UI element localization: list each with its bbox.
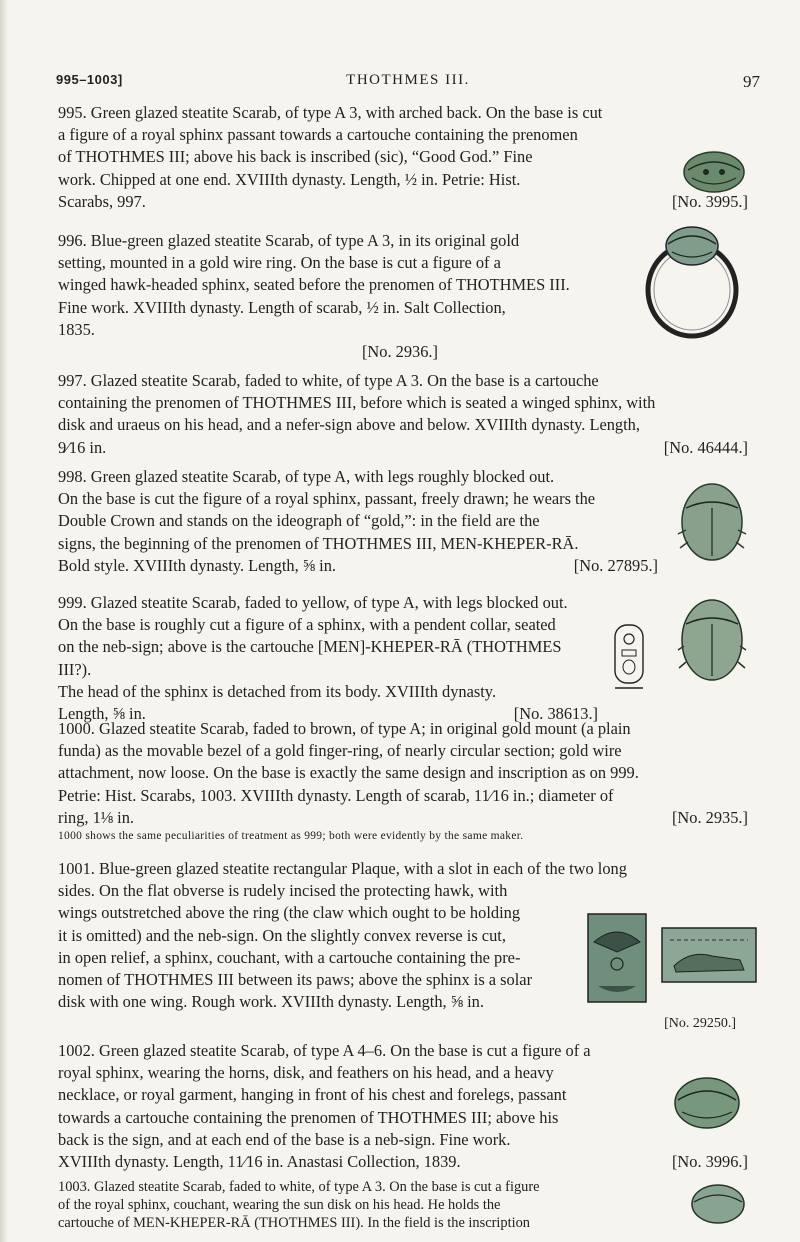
entry-range: 995–1003]: [56, 72, 123, 87]
plaque-reverse-icon: [660, 926, 758, 984]
entry-line: Petrie: Hist. Scarabs, 1003. XVIIIth dynasty. Length of scarab, 11⁄16 in.; diameter of: [58, 785, 614, 805]
entry-line: Scarabs, 997. [No. 3995.]: [58, 191, 748, 213]
entry-line: it is omitted) and the neb-sign. On the slightly convex reverse is cut,: [58, 925, 506, 945]
entry-line: of the royal sphinx, couchant, wearing the sun disk on his head. He holds the: [58, 1197, 501, 1213]
entry-line: 1002. Green glazed steatite Scarab, of type A 4–6. On the base is cut a figure of a: [58, 1041, 591, 1060]
entry-line: wings outstretched above the ring (the claw which ought to be holding: [58, 903, 521, 923]
entry-line: 1000. Glazed steatite Scarab, faded to brown, of type A; in original gold mount (a plain: [58, 719, 631, 738]
figure-1003: [690, 1182, 746, 1226]
figure-996: [642, 222, 742, 340]
catalogue-number: [No. 3996.]: [671, 1152, 748, 1172]
entry-line: Fine work. XVIIIth dynasty. Length of scarab, ½ in. Salt Collection,: [58, 297, 506, 317]
scarab-icon: [676, 478, 748, 562]
entry-line: 9⁄16 in. [No. 46444.]: [58, 437, 748, 459]
page-number: 97: [743, 72, 760, 91]
entry-line: 999. Glazed steatite Scarab, faded to yellow, of type A, with legs blocked out.: [58, 593, 568, 612]
figure-1002: [672, 1074, 742, 1132]
cartouche-icon: [612, 622, 646, 692]
entry-997: [58, 370, 748, 459]
entry-line: winged hawk-headed sphinx, seated before the prenomen of THOTHMES III.: [58, 275, 570, 295]
entry-line: 1835.: [58, 319, 95, 339]
entry-line: attachment, now loose. On the base is exactly the same design and inscription as on 999.: [58, 763, 639, 783]
scarab-icon: [672, 1074, 742, 1132]
entry-line: 998. Green glazed steatite Scarab, of type A, with legs roughly blocked out.: [58, 467, 555, 486]
catalogue-number: [No. 2936.]: [361, 342, 438, 362]
entry-line: work. Chipped at one end. XVIIIth dynasty. Length, ½ in. Petrie: Hist.: [58, 169, 521, 189]
figure-999b: [676, 596, 748, 682]
catalogue-number: [No. 38613.]: [513, 704, 598, 724]
entry-line: towards a cartouche containing the prenomen of THOTHMES III; above his: [58, 1107, 559, 1127]
entry-line: 996. Blue-green glazed steatite Scarab, of type A 3, in its original gold: [58, 231, 520, 250]
entry-line: cartouche of MEN-KHEPER-RĀ (THOTHMES III). In the field is the inscription: [58, 1215, 530, 1231]
entry-line: The head of the sphinx is detached from its body. XVIIIth dynasty.: [58, 681, 497, 701]
entry-line: 1001. Blue-green glazed steatite rectangular Plaque, with a slot in each of the two long: [58, 859, 627, 878]
entry-999: [58, 592, 658, 725]
entry-998: [58, 466, 658, 577]
entry-line: funda) as the movable bezel of a gold finger-ring, of nearly circular section; gold wire: [58, 741, 622, 761]
entry-line: in open relief, a sphinx, couchant, with a cartouche containing the pre-: [58, 947, 521, 967]
running-title: THOTHMES III.: [346, 72, 470, 88]
entry-line: sides. On the flat obverse is rudely incised the protecting hawk, with: [58, 881, 508, 901]
entry-line: XVIIIth dynasty. Length, 11⁄16 in. Anastasi Collection, 1839. [No. 3996.]: [58, 1151, 748, 1173]
figure-995: [682, 148, 746, 196]
page-edge-shadow: [0, 0, 8, 1242]
figure-1001-reverse: [660, 926, 758, 984]
entry-line: On the base is cut the figure of a royal sphinx, passant, freely drawn; he wears the: [58, 489, 596, 509]
entry-line: necklace, or royal garment, hanging in front of his chest and forelegs, passant: [58, 1085, 567, 1105]
entry-line: 1003. Glazed steatite Scarab, faded to white, of type A 3. On the base is cut a figure: [58, 1179, 540, 1195]
figure-999a: [612, 622, 646, 692]
entry-line: signs, the beginning of the prenomen of THOTHMES III, MEN-KHEPER-RĀ.: [58, 533, 579, 553]
running-header: [56, 72, 760, 94]
entry-line: of THOTHMES III; above his back is inscribed (sic), “Good God.” Fine: [58, 147, 533, 167]
scarab-icon: [682, 148, 746, 196]
scarab-ring-icon: [642, 222, 742, 340]
entry-line: 995. Green glazed steatite Scarab, of type A 3, with arched back. On the base is cut: [58, 103, 603, 122]
entry-line: on the neb-sign; above is the cartouche [MEN]-KHEPER-RĀ (THOTHMES III?).: [58, 637, 562, 679]
entry-1001: [58, 858, 658, 1013]
figure-1001-obverse: [586, 912, 648, 1004]
catalogue-number: [No. 3995.]: [671, 191, 748, 211]
entry-line: setting, mounted in a gold wire ring. On the base is cut a figure of a: [58, 253, 501, 273]
scarab-icon: [676, 596, 748, 682]
entry-line: Double Crown and stands on the ideograph of “gold,”: in the field are the: [58, 511, 540, 531]
scarab-icon: [690, 1182, 746, 1226]
entry-line: a figure of a royal sphinx passant towards a cartouche containing the prenomen: [58, 125, 578, 145]
catalogue-number: [No. 46444.]: [663, 437, 748, 457]
entry-line: Length, ⅝ in. [No. 38613.]: [58, 703, 598, 725]
entry-line: Bold style. XVIIIth dynasty. Length, ⅝ in. [No. 27895.]: [58, 555, 658, 577]
entry-line: 997. Glazed steatite Scarab, faded to white, of type A 3. On the base is a cartouche: [58, 371, 599, 390]
entry-line: disk and uraeus on his head, and a nefer-sign above and below. XVIIIth dynasty. Length,: [58, 415, 640, 435]
entry-line: nomen of THOTHMES III between its paws; above the sphinx is a solar: [58, 970, 533, 990]
entry-line: back is the sign, and at each end of the base is a neb-sign. Fine work.: [58, 1129, 511, 1149]
entry-1003: [58, 1178, 748, 1232]
entry-line: royal sphinx, wearing the horns, disk, and feathers on his head, and a heavy: [58, 1063, 554, 1083]
catalogue-number: [No. 2935.]: [671, 807, 748, 827]
plaque-obverse-icon: [586, 912, 648, 1004]
footnote-1000: 1000 shows the same peculiarities of treatment as 999; both were evidently by the same maker.: [58, 830, 524, 842]
entry-996: [58, 230, 570, 363]
catalogue-number: [No. 29250.]: [664, 1016, 736, 1031]
entry-1000: [58, 718, 748, 829]
entry-line: ring, 1⅛ in. [No. 2935.]: [58, 807, 748, 829]
entry-line: On the base is roughly cut a figure of a sphinx, with a pendent collar, seated: [58, 615, 556, 635]
figure-998: [676, 478, 748, 562]
entry-995: [58, 102, 748, 213]
entry-1002: [58, 1040, 748, 1173]
entry-line: disk with one wing. Rough work. XVIIIth dynasty. Length, ⅝ in.: [58, 992, 484, 1012]
catalogue-number: [No. 27895.]: [573, 555, 658, 575]
entry-line: containing the prenomen of THOTHMES III, before which is seated a winged sphinx, with: [58, 393, 656, 413]
